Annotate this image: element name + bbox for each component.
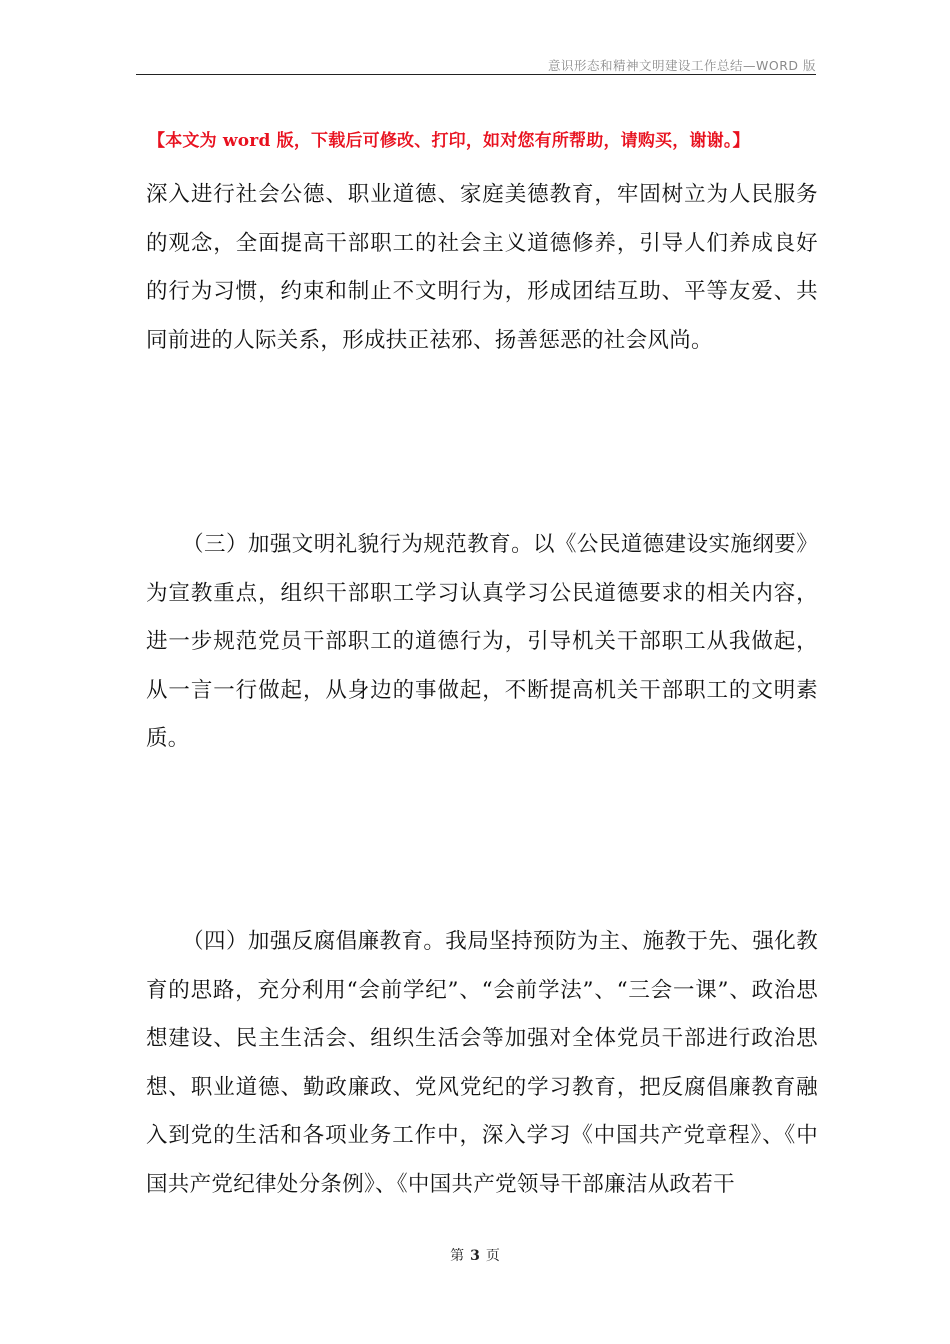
body-paragraph [146, 521, 818, 764]
page-prefix: 第 [450, 1248, 465, 1264]
paragraph-text: 深入进行社会公德、职业道德、家庭美德教育，牢固树立为人民服务的观念，全面提高干部职工的社会主义道德修养，引导人们养成良好的行为习惯，约束和制止不文明行为，形成团结互助、平等友爱、共同前进的人际关系，形成扶正祛邪、扬善惩恶的社会风尚。 [146, 182, 818, 353]
page-header [136, 56, 816, 75]
page-number-footer [0, 1245, 950, 1265]
page-number: 3 [470, 1248, 480, 1264]
paragraph-text: （四）加强反腐倡廉教育。我局坚持预防为主、施教于先、强化教育的思路，充分利用“会前学纪”、“会前学法”、“三会一课”、政治思想建设、民主生活会、组织生活会等加强对全体党员干部进行政治思想、职业道德、勤政廉政、党风党纪的学习教育，把反腐倡廉教育融入到党的生活和各项业务工作中，深入学习《中国共产党章程》、《中国共产党纪律处分条例》、《中国共产党领导干部廉洁从政若干 [146, 929, 818, 1197]
body-paragraph [146, 918, 818, 1209]
download-notice: 【本文为 word 版，下载后可修改、打印，如对您有所帮助，请购买，谢谢。】 [148, 131, 750, 151]
body-paragraph [146, 171, 818, 365]
paragraph-text: （三）加强文明礼貌行为规范教育。以《公民道德建设实施纲要》为宣教重点，组织干部职工学习认真学习公民道德要求的相关内容，进一步规范党员干部职工的道德行为，引导机关干部职工从我做起，从一言一行做起，从身边的事做起，不断提高机关干部职工的文明素质。 [146, 532, 818, 751]
document-title-header: 意识形态和精神文明建设工作总结—WORD 版 [548, 58, 816, 73]
page-suffix: 页 [485, 1248, 500, 1264]
